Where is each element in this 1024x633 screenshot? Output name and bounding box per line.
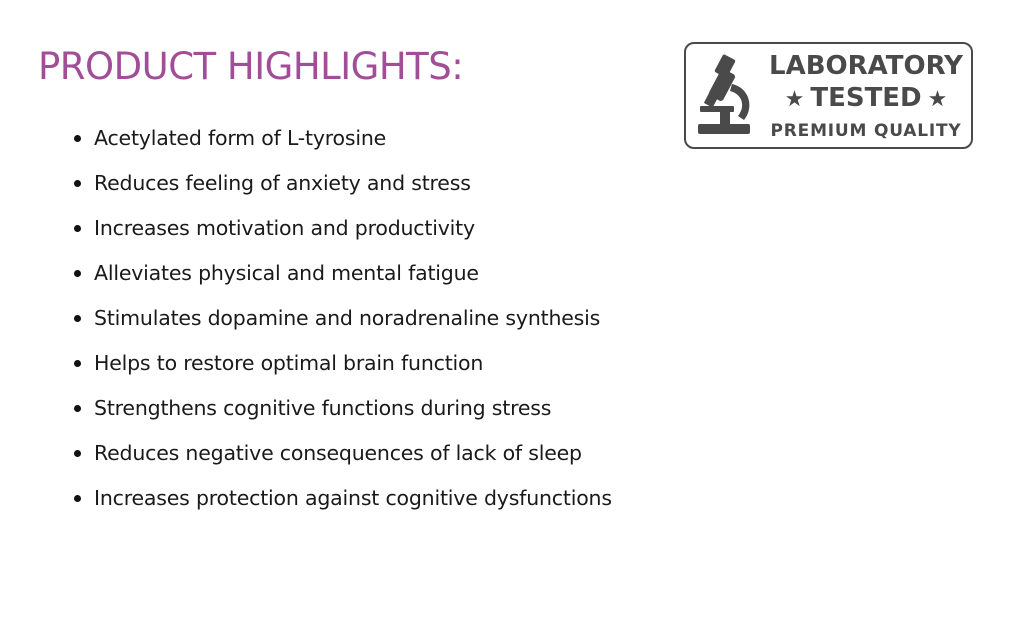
badge-title: LABORATORY xyxy=(769,51,963,81)
list-item: Reduces negative consequences of lack of sleep xyxy=(94,431,614,476)
microscope-icon xyxy=(698,54,760,138)
list-item: Stimulates dopamine and noradrenaline synthesis xyxy=(94,296,614,341)
star-icon: ★ xyxy=(784,87,805,112)
list-item: Helps to restore optimal brain function xyxy=(94,341,614,386)
highlights-list xyxy=(94,116,614,521)
list-item: Increases protection against cognitive dysfunctions xyxy=(94,476,614,521)
badge-tested-label: TESTED xyxy=(810,83,922,113)
list-item: Alleviates physical and mental fatigue xyxy=(94,251,614,296)
list-item: Acetylated form of L-tyrosine xyxy=(94,116,614,161)
list-item: Increases motivation and productivity xyxy=(94,206,614,251)
laboratory-tested-badge xyxy=(684,42,973,149)
star-icon: ★ xyxy=(927,87,948,112)
badge-text xyxy=(766,50,966,146)
list-item: Strengthens cognitive functions during stress xyxy=(94,386,614,431)
page-title: PRODUCT HIGHLIGHTS: xyxy=(38,45,464,88)
list-item: Reduces feeling of anxiety and stress xyxy=(94,161,614,206)
badge-subtitle xyxy=(766,82,966,116)
badge-quality-label: PREMIUM QUALITY xyxy=(770,121,962,141)
